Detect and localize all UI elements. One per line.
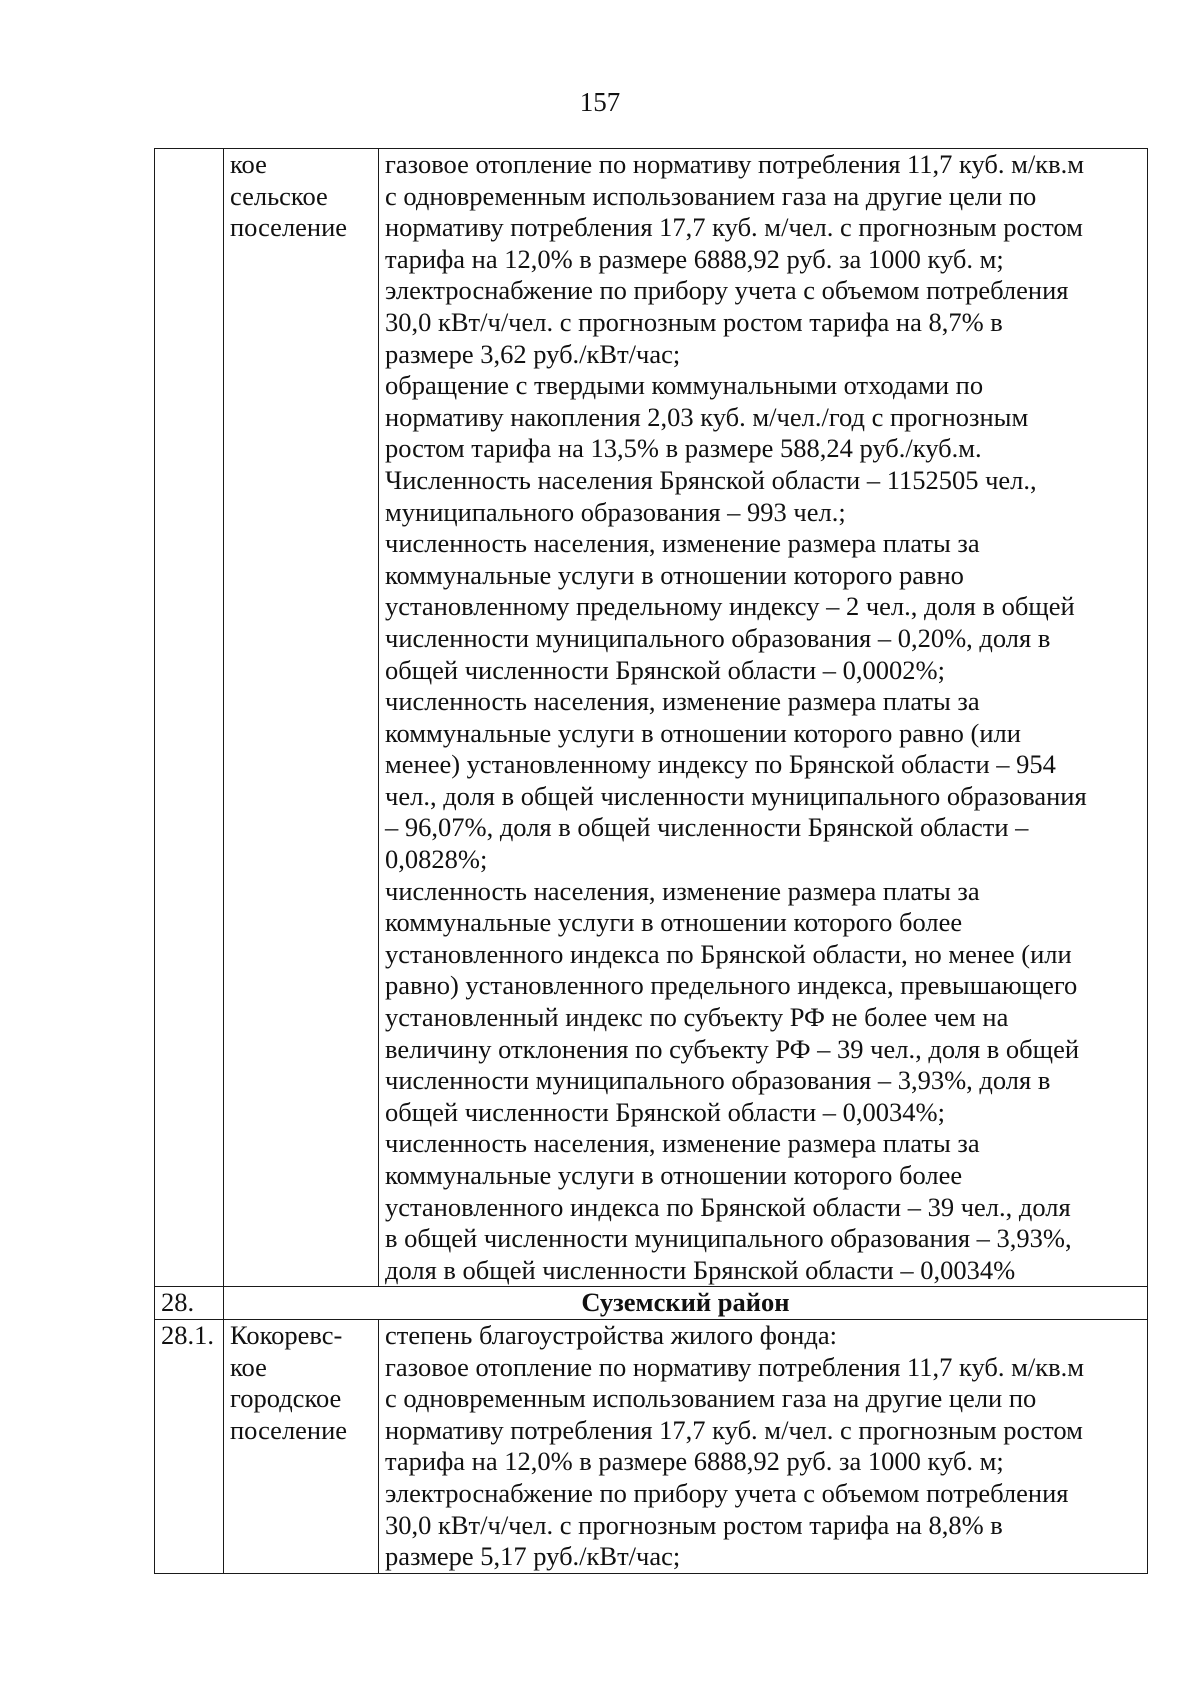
table-body: [155, 149, 1148, 1574]
description-line: тарифа на 12,0% в размере 6888,92 руб. за 1000 куб. м;: [385, 243, 1004, 274]
description-line: установленному предельному индексу – 2 чел., доля в общей: [385, 591, 1075, 622]
tariff-table: [154, 148, 1148, 1574]
description-line: нормативу потребления 17,7 куб. м/чел. с прогнозным ростом: [385, 1414, 1083, 1445]
table-row: [155, 149, 1148, 1287]
page-number: 157: [579, 87, 621, 117]
description-line: 30,0 кВт/ч/чел. с прогнозным ростом тарифа на 8,7% в: [385, 306, 1003, 337]
description-line: коммунальные услуги в отношении которого равно: [385, 559, 964, 590]
section-title: Суземский район: [224, 1287, 1148, 1320]
description-line: в общей численности муниципального образования – 3,93%,: [385, 1223, 1072, 1254]
description-line: – 96,07%, доля в общей численности Брянской области –: [385, 812, 1029, 843]
description-line: равно) установленного предельного индекса, превышающего: [385, 970, 1078, 1001]
description-line: электроснабжение по прибору учета с объемом потребления: [385, 275, 1069, 306]
description-line: численности муниципального образования – 3,93%, доля в: [385, 1065, 1051, 1096]
description: [379, 149, 1148, 1287]
description-line: численности муниципального образования – 0,20%, доля в: [385, 622, 1051, 653]
municipality-name-line: поселение: [230, 1414, 348, 1445]
municipality-name-line: кое: [230, 1351, 267, 1382]
description-line: муниципального образования – 993 чел.;: [385, 496, 846, 527]
description-line: чел., доля в общей численности муниципального образования: [385, 780, 1087, 811]
description-line: коммунальные услуги в отношении которого более: [385, 907, 963, 938]
description-line: электроснабжение по прибору учета с объемом потребления: [385, 1477, 1069, 1508]
table-row: [155, 1319, 1148, 1573]
description-line: численность населения, изменение размера платы за: [385, 686, 980, 717]
description-line: установленного индекса по Брянской области, но менее (или: [385, 938, 1072, 969]
row-number: 28.1.: [155, 1319, 224, 1573]
municipality-name-line: городское: [230, 1383, 342, 1414]
description-line: степень благоустройства жилого фонда:: [385, 1319, 837, 1350]
description-line: Численность населения Брянской области – 1152505 чел.,: [385, 464, 1037, 495]
description-line: общей численности Брянской области – 0,0002%;: [385, 654, 945, 685]
municipality-name: [224, 149, 379, 1287]
municipality-name-line: поселение: [230, 212, 348, 243]
description-line: с одновременным использованием газа на другие цели по: [385, 1383, 1037, 1414]
description-line: тарифа на 12,0% в размере 6888,92 руб. за 1000 куб. м;: [385, 1446, 1004, 1477]
municipality-name-line: Кокоревс-: [230, 1319, 343, 1350]
description-line: 30,0 кВт/ч/чел. с прогнозным ростом тарифа на 8,8% в: [385, 1509, 1003, 1540]
description-line: 0,0828%;: [385, 844, 488, 875]
row-number: 28.: [155, 1287, 224, 1320]
municipality-name: [224, 1319, 379, 1573]
description-line: менее) установленному индексу по Брянской области – 954: [385, 749, 1056, 780]
description-line: доля в общей численности Брянской области – 0,0034%: [385, 1254, 1016, 1285]
description: [379, 1319, 1148, 1573]
description-line: величину отклонения по субъекту РФ – 39 чел., доля в общей: [385, 1033, 1080, 1064]
description-line: общей численности Брянской области – 0,0034%;: [385, 1096, 945, 1127]
description-line: коммунальные услуги в отношении которого равно (или: [385, 717, 1021, 748]
description-line: численность населения, изменение размера платы за: [385, 528, 980, 559]
description-line: численность населения, изменение размера платы за: [385, 1128, 980, 1159]
description-line: газовое отопление по нормативу потребления 11,7 куб. м/кв.м: [385, 149, 1085, 179]
description-line: с одновременным использованием газа на другие цели по: [385, 180, 1037, 211]
description-line: коммунальные услуги в отношении которого более: [385, 1160, 963, 1190]
municipality-name-line: кое: [230, 149, 267, 179]
description-line: установленный индекс по субъекту РФ не более чем на: [385, 1002, 1009, 1033]
description-line: ростом тарифа на 13,5% в размере 588,24 руб./куб.м.: [385, 433, 982, 464]
description-line: нормативу потребления 17,7 куб. м/чел. с прогнозным ростом: [385, 212, 1083, 243]
section-row: [155, 1287, 1148, 1320]
description-line: газовое отопление по нормативу потребления 11,7 куб. м/кв.м: [385, 1351, 1085, 1382]
municipality-name-line: сельское: [230, 180, 328, 211]
row-number: [155, 149, 224, 1287]
description-line: обращение с твердыми коммунальными отходами по: [385, 370, 984, 401]
description-line: размере 3,62 руб./кВт/час;: [385, 338, 681, 369]
description-line: размере 5,17 руб./кВт/час;: [385, 1541, 681, 1572]
description-line: нормативу накопления 2,03 куб. м/чел./год с прогнозным: [385, 401, 1029, 432]
description-line: установленного индекса по Брянской области – 39 чел., доля: [385, 1191, 1071, 1222]
description-line: численность населения, изменение размера платы за: [385, 875, 980, 906]
